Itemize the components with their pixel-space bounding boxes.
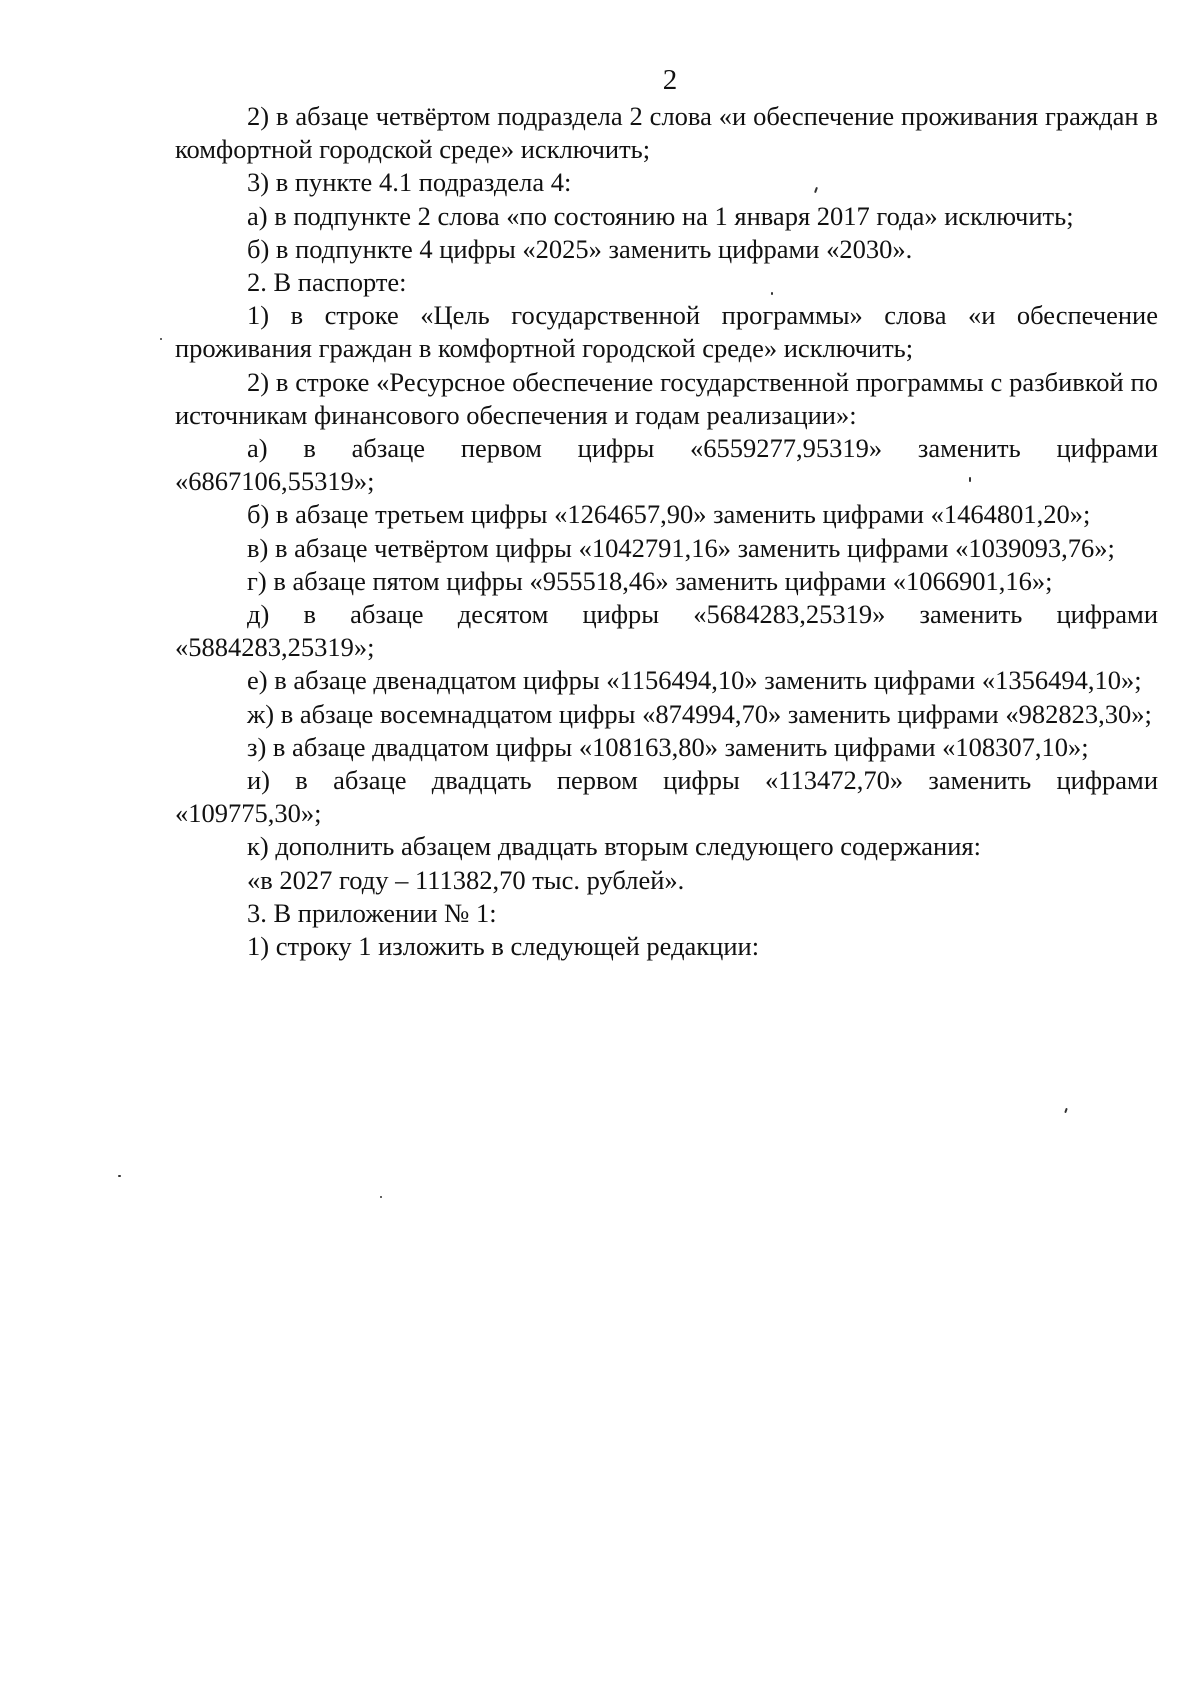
paragraph-20: 1) строку 1 изложить в следующей редакции: [247, 931, 760, 962]
scan-speck [771, 292, 773, 295]
paragraph-9: б) в абзаце третьем цифры «1264657,90» заменить цифрами «1464801,20»; [247, 499, 1091, 530]
paragraph-4: б) в подпункте 4 цифры «2025» заменить цифрами «2030». [247, 233, 913, 264]
paragraph-6: 1) в строке «Цель государственной программы» слова «и обеспечение проживания граждан в комфортной городской среде» исключить; [175, 300, 1158, 364]
paragraph-7: 2) в строке «Ресурсное обеспечение государственной программы с разбивкой по источникам финансового обеспечения и годам реализации»: [175, 366, 1158, 430]
paragraph-1: 2) в абзаце четвёртом подраздела 2 слова «и обеспечение проживания граждан в комфортной городской среде» исключить; [175, 101, 1158, 165]
paragraph-8: а) в абзаце первом цифры «6559277,95319» заменить цифрами «6867106,55319»; [175, 433, 1158, 497]
paragraph-18: «в 2027 году – 111382,70 тыс. рублей». [247, 864, 685, 895]
paragraph-12: д) в абзаце десятом цифры «5684283,25319» заменить цифрами «5884283,25319»; [175, 599, 1158, 663]
paragraph-11: г) в абзаце пятом цифры «955518,46» заменить цифрами «1066901,16»; [247, 565, 1053, 596]
paragraph-19: 3. В приложении № 1: [247, 897, 497, 928]
scan-speck [118, 1175, 121, 1177]
paragraph-14: ж) в абзаце восемнадцатом цифры «874994,70» заменить цифрами «982823,30»; [247, 698, 1152, 729]
paragraph-16: и) в абзаце двадцать первом цифры «113472,70» заменить цифрами «109775,30»; [175, 765, 1158, 829]
paragraph-13: е) в абзаце двенадцатом цифры «1156494,10» заменить цифрами «1356494,10»; [247, 665, 1142, 696]
paragraph-15: з) в абзаце двадцатом цифры «108163,80» заменить цифрами «108307,10»; [247, 731, 1089, 762]
paragraph-2: 3) в пункте 4.1 подраздела 4: [247, 167, 572, 198]
scan-speck [1064, 1108, 1068, 1113]
scan-speck [380, 1196, 382, 1198]
paragraph-10: в) в абзаце четвёртом цифры «1042791,16» заменить цифрами «1039093,76»; [247, 532, 1115, 563]
scan-speck [160, 338, 162, 340]
paragraph-17: к) дополнить абзацем двадцать вторым следующего содержания: [247, 831, 981, 862]
page-number: 2 [662, 64, 678, 96]
paragraph-5: 2. В паспорте: [247, 267, 407, 298]
document-body [175, 100, 1158, 963]
paragraph-3: а) в подпункте 2 слова «по состоянию на 1 января 2017 года» исключить; [247, 200, 1074, 231]
scan-speck [969, 477, 971, 482]
